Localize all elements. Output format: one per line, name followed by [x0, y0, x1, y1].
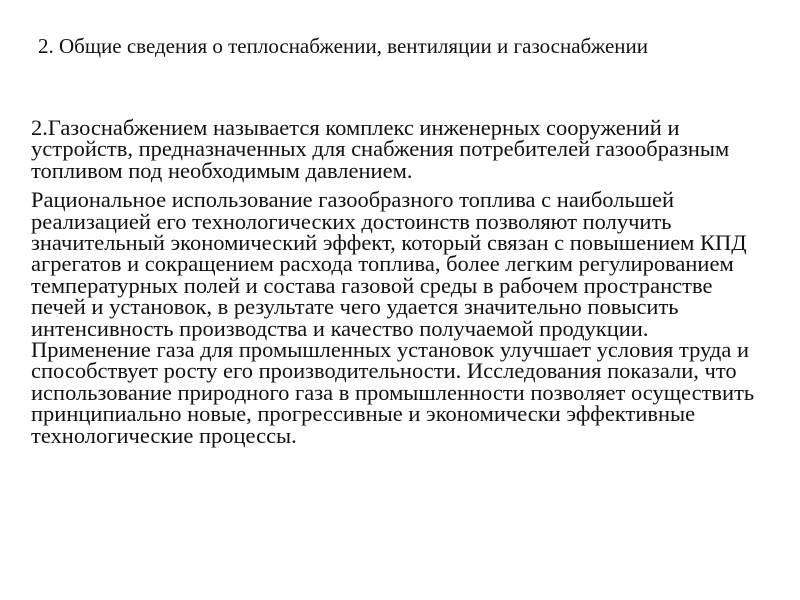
paragraph-definition: 2.Газоснабжением называется комплекс инженерных сооружений и устройств, предназначенных для снабжения потребителей газообразным топливом под необходимым давлением. [31, 115, 730, 183]
slide-body [31, 117, 771, 446]
paragraph-rational-use: Рациональное использование газообразного топлива с наибольшей реализацией его технологических достоинств позволяют получить значительный экономический эффект, который связан с повышением КПД агрегатов и сокращением расхода топлива, более легким регулированием температурных полей и состава газовой среды в рабочем пространстве печей и установок, в результате чего удается значительно повысить интенсивность производства и качество получаемой продукции. Применение газа для промышленных установок улучшает условия труда и способствует росту его производительности. Исследования показали, что использование природного газа в промышленности позволяет осуществить принципиально новые, прогрессивные и экономически эффективные технологические процессы. [31, 187, 755, 448]
slide-heading: 2. Общие сведения о теплоснабжении, вентиляции и газоснабжении [38, 34, 648, 58]
